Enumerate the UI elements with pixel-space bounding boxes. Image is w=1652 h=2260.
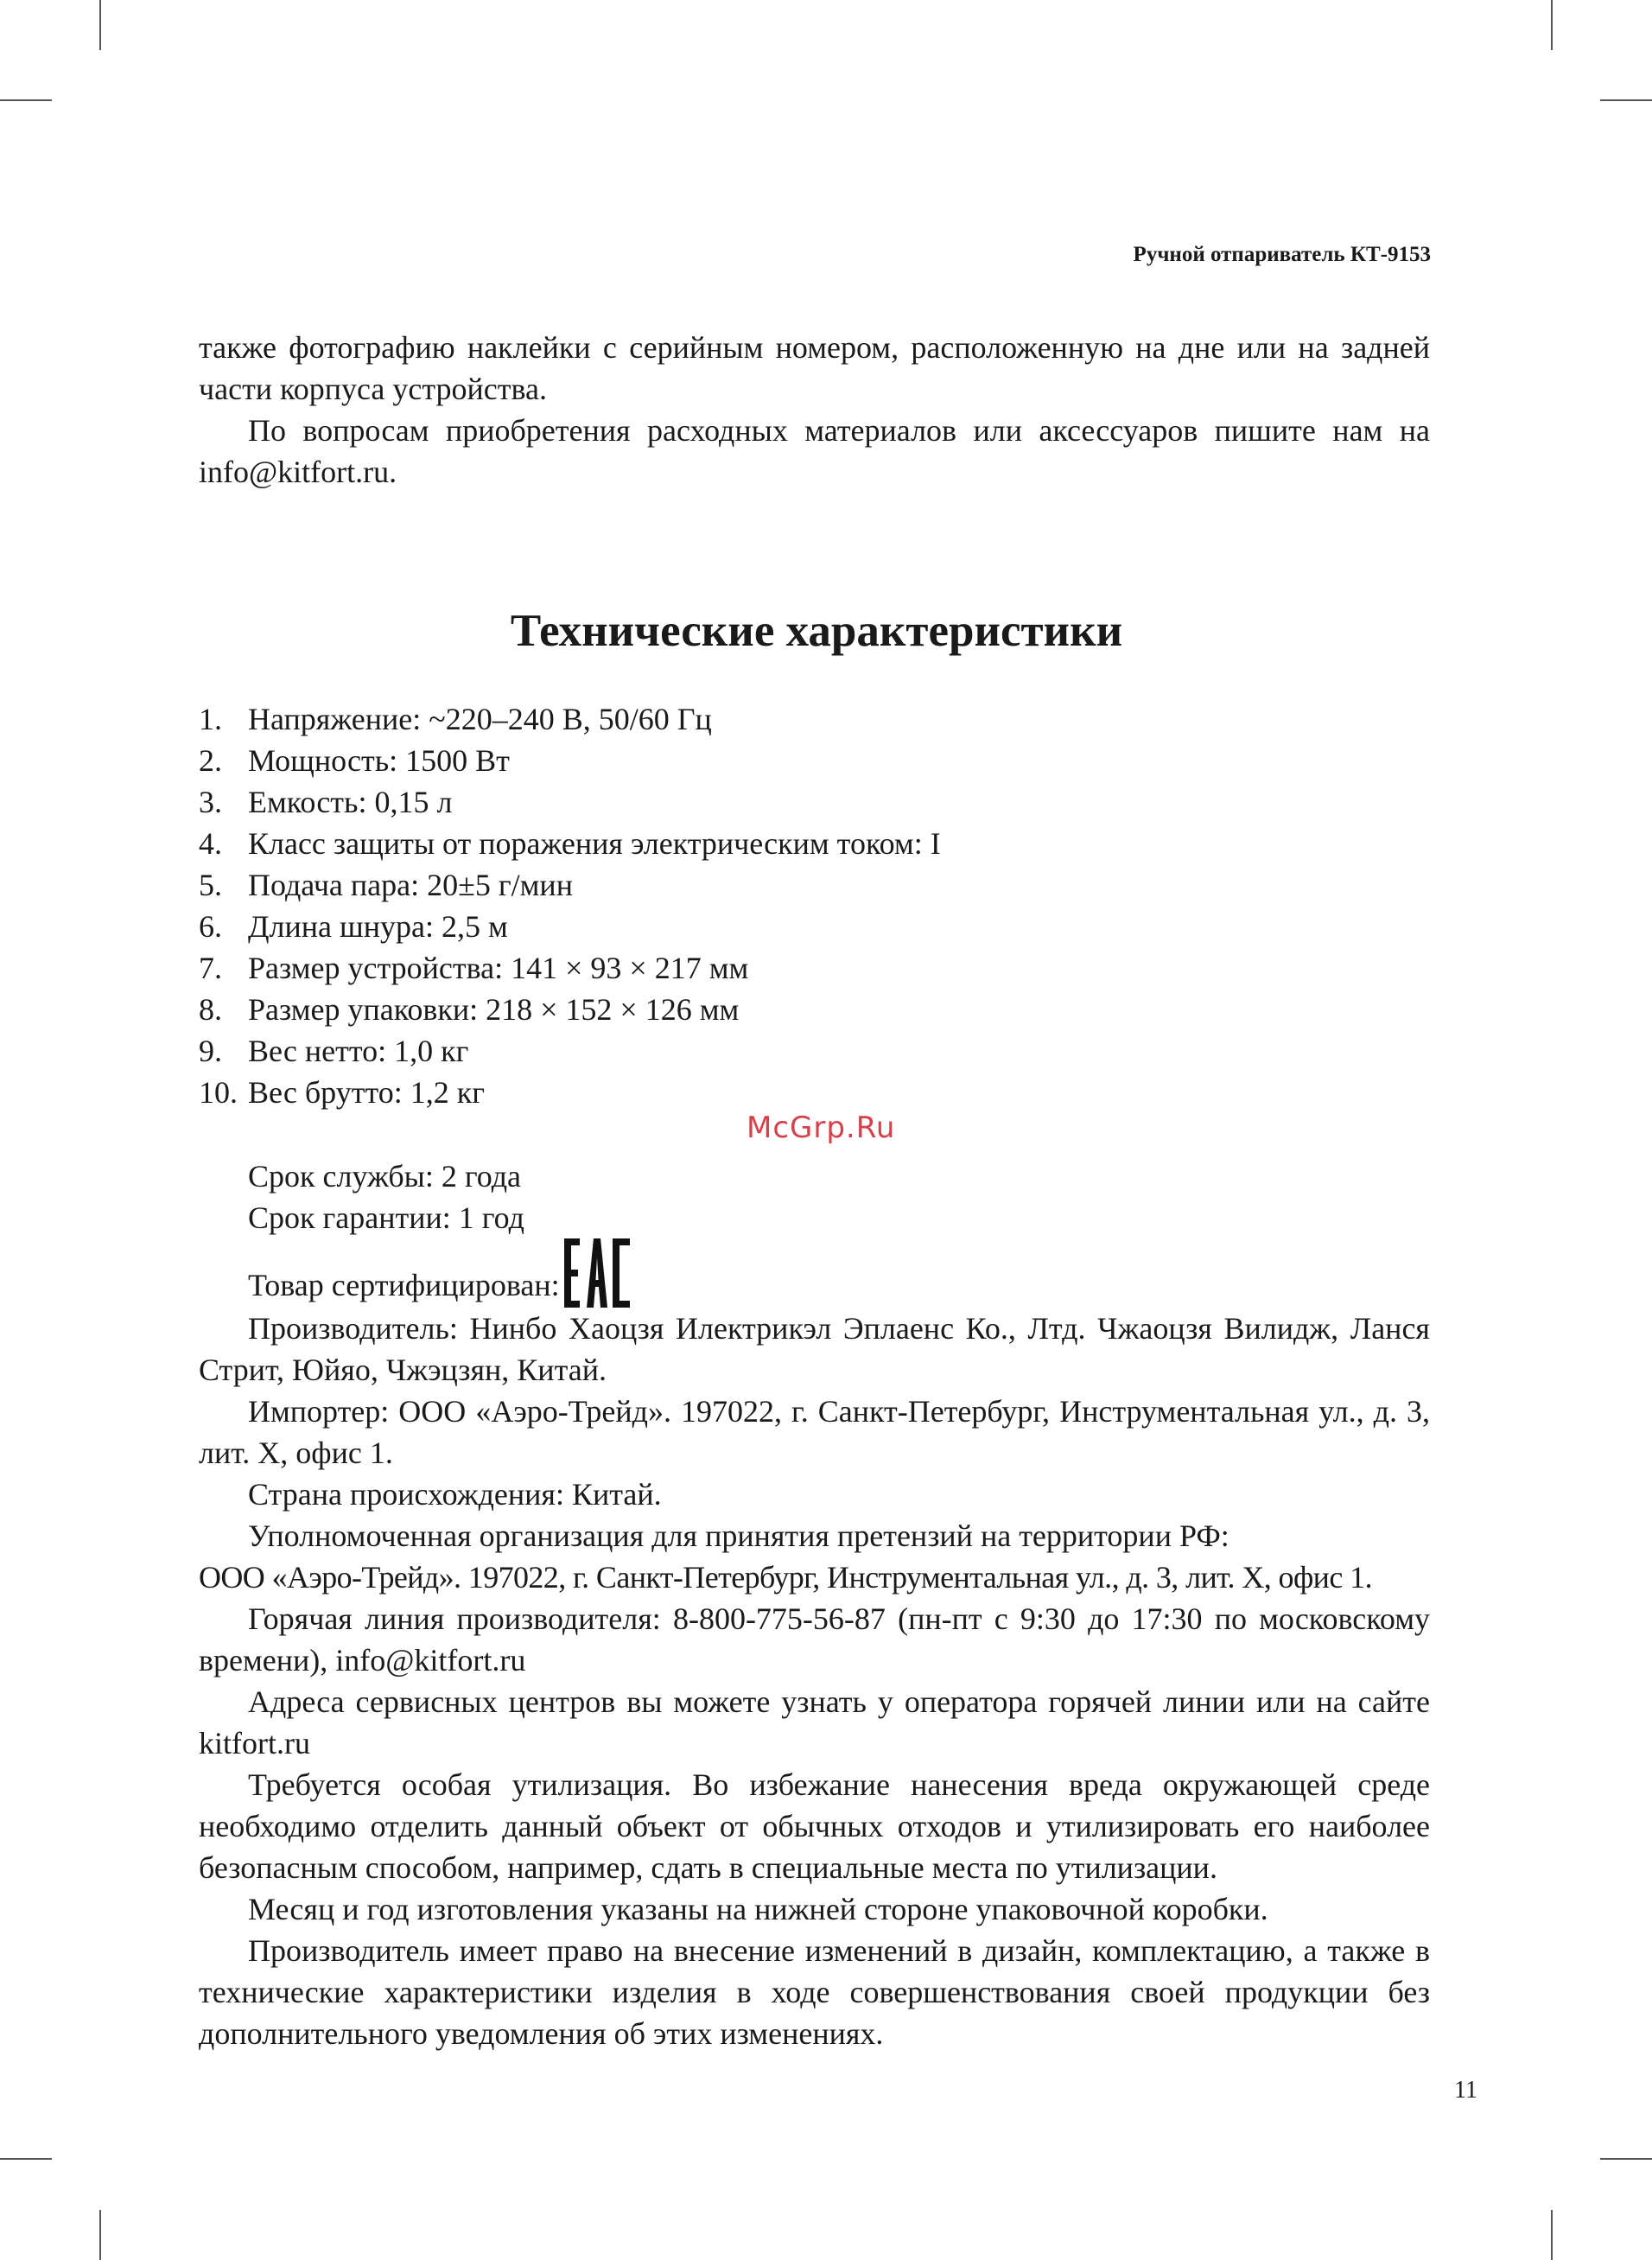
- spec-number: 1.: [199, 702, 222, 736]
- spec-text: Напряжение: ~220–240 В, 50/60 Гц: [248, 702, 712, 736]
- changes-notice: Производитель имеет право на внесение изменений в дизайн, комплектацию, а также в технические характеристики изделия в ходе совершенствования своей продукции без дополнительного уведомления об этих изменениях.: [199, 1933, 1430, 2051]
- spec-text: Подача пара: 20±5 г/мин: [248, 868, 573, 902]
- spec-number: 9.: [199, 1034, 222, 1068]
- crop-mark-top-left-horizontal: [0, 99, 52, 101]
- section-title: Технические характеристики: [510, 606, 1123, 656]
- certification-label: Товар сертифицирован:: [248, 1268, 560, 1302]
- intro-text: [199, 327, 1430, 493]
- spec-item: [199, 740, 941, 781]
- spec-item: [199, 698, 941, 740]
- authorized-organization-address: ООО «Аэро-Трейд». 197022, г. Санкт-Петербург, Инструментальная ул., д. 3, лит. Х, офис 1.: [199, 1560, 1372, 1595]
- spec-item: [199, 989, 941, 1030]
- warranty: Срок гарантии: 1 год: [248, 1200, 524, 1235]
- importer: Импортер: ООО «Аэро-Трейд». 197022, г. Санкт-Петербург, Инструментальная ул., д. 3, лит. Х, офис 1.: [199, 1394, 1430, 1470]
- product-info: [199, 1155, 1430, 2054]
- service-life: Срок службы: 2 года: [248, 1159, 522, 1194]
- page-number: 11: [1454, 2077, 1477, 2104]
- crop-mark-bottom-left-vertical: [99, 2210, 101, 2260]
- spec-number: 2.: [199, 743, 222, 778]
- spec-item: [199, 864, 941, 906]
- spec-text: Вес нетто: 1,0 кг: [248, 1034, 469, 1068]
- spec-number: 10.: [199, 1075, 238, 1110]
- spec-number: 7.: [199, 951, 222, 985]
- spec-item: [199, 781, 941, 823]
- spec-text: Класс защиты от поражения электрическим током: I: [248, 826, 941, 861]
- hotline: Горячая линия производителя: 8-800-775-56-87 (пн-пт с 9:30 до 17:30 по московскому времени), info@kitfort.ru: [199, 1601, 1430, 1677]
- spec-text: Емкость: 0,15 л: [248, 785, 453, 819]
- crop-mark-bottom-right-vertical: [1551, 2210, 1553, 2260]
- service-centers: Адреса сервисных центров вы можете узнать у оператора горячей линии или на сайте kitfort.ru: [199, 1684, 1430, 1760]
- eac-certification-mark-icon: [562, 1238, 632, 1308]
- country-of-origin: Страна происхождения: Китай.: [248, 1477, 662, 1512]
- manufacturer: Производитель: Нинбо Хаоцзя Илектрикэл Эплаенс Ко., Лтд. Чжаоцзя Вилидж, Ланся Стрит, Юйяо, Чжэцзян, Китай.: [199, 1311, 1430, 1387]
- spec-text: Длина шнура: 2,5 м: [248, 909, 508, 944]
- spec-item: [199, 1030, 941, 1072]
- spec-text: Мощность: 1500 Вт: [248, 743, 510, 778]
- spec-text: Размер устройства: 141 × 93 × 217 мм: [248, 951, 749, 985]
- spec-list: [199, 698, 941, 1113]
- spec-number: 3.: [199, 785, 222, 819]
- watermark: McGrp.Ru: [747, 1111, 896, 1145]
- spec-number: 8.: [199, 992, 222, 1027]
- spec-number: 5.: [199, 868, 222, 902]
- running-header: Ручной отпариватель КТ-9153: [1133, 243, 1431, 266]
- crop-mark-bottom-right-horizontal: [1600, 2158, 1652, 2160]
- authorized-organization: Уполномоченная организация для принятия претензий на территории РФ:: [248, 1518, 1229, 1553]
- intro-paragraph-serial-photo: также фотографию наклейки с серийным номером, расположенную на дне или на задней части корпуса устройства.: [199, 330, 1430, 406]
- spec-item: [199, 906, 941, 947]
- crop-mark-top-left-vertical: [99, 0, 101, 50]
- spec-item: [199, 1072, 941, 1113]
- spec-item: [199, 823, 941, 864]
- manufacture-date-notice: Месяц и год изготовления указаны на нижней стороне упаковочной коробки.: [248, 1892, 1268, 1926]
- spec-number: 4.: [199, 826, 222, 861]
- spec-item: [199, 947, 941, 989]
- spec-text: Вес брутто: 1,2 кг: [248, 1075, 485, 1110]
- certification-line: [199, 1238, 1430, 1308]
- crop-mark-bottom-left-horizontal: [0, 2158, 52, 2160]
- disposal-notice: Требуется особая утилизация. Во избежание нанесения вреда окружающей среде необходимо отделить данный объект от обычных отходов и утилизировать его наиболее безопасным способом, например, сдать в специальные места по утилизации.: [199, 1767, 1430, 1885]
- spec-number: 6.: [199, 909, 222, 944]
- crop-mark-top-right-vertical: [1551, 0, 1553, 50]
- crop-mark-top-right-horizontal: [1600, 99, 1652, 101]
- intro-paragraph-accessories: По вопросам приобретения расходных материалов или аксессуаров пишите нам на info@kitfort.ru.: [199, 413, 1430, 489]
- spec-text: Размер упаковки: 218 × 152 × 126 мм: [248, 992, 740, 1027]
